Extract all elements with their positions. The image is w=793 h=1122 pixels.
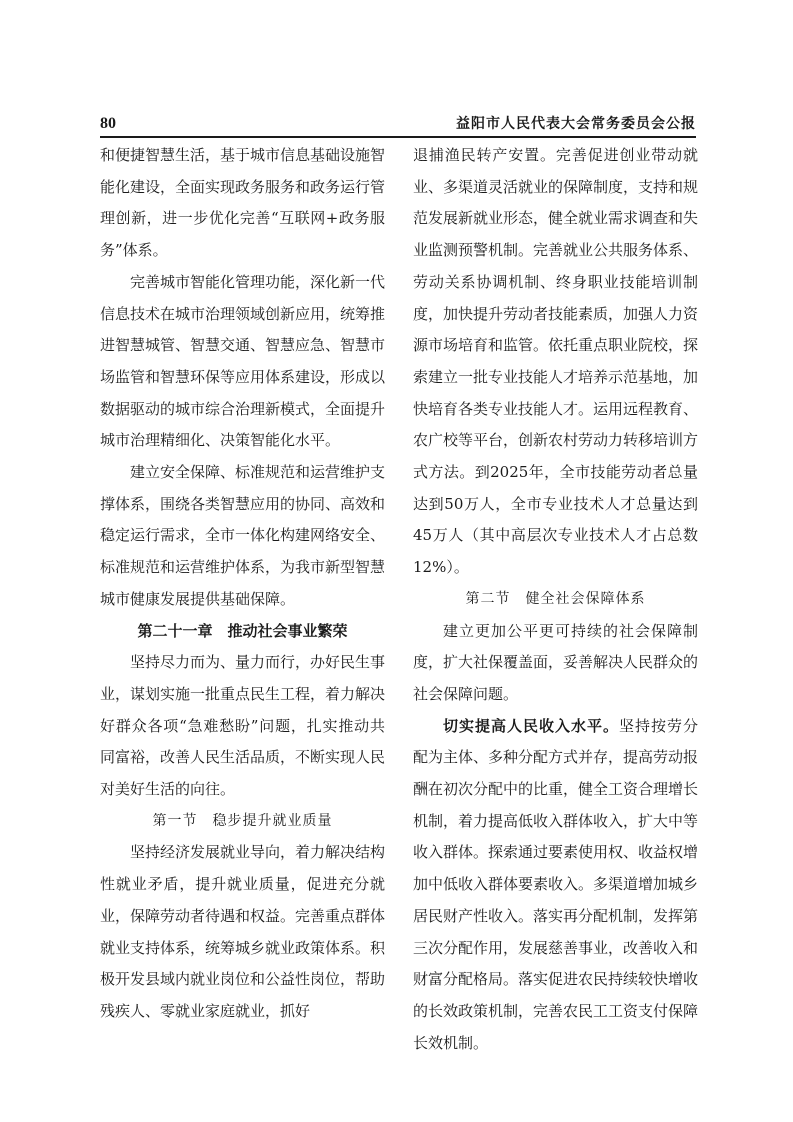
chapter-heading: 第二十一章 推动社会事业繁荣 — [137, 621, 348, 640]
paragraph-body-text: 坚持按劳分配为主体、多种分配方式并存，提高劳动报酬在初次分配中的比重，健全工资合理增长机制，着力提高低收入群体收入，扩大中等收入群体。探索通过要素使用权、收益权增加中低收入群体要素收入。多渠道增加城乡居民财产性收入。落实再分配机制，发挥第三次分配作用，发展慈善事业，改善收入和财富分配格局。落实促进农民持续较快增收的长效政策机制，完善农民工工资支付保障长效机制。 — [413, 716, 699, 1052]
paragraph: 退捕渔民转产安置。完善促进创业带动就业、多渠道灵活就业的保障制度，支持和规范发展新就业形态，健全就业需求调查和失业监测预警机制。完善就业公共服务体系、劳动关系协调机制、终身职业技能培训制度，加快提升劳动者技能素质，加强人力资源市场培育和监管。依托重点职业院校，探索建立一批专业技能人才培养示范基地，加快培育各类专业技能人才。运用远程教育、农广校等平台，创新农村劳动力转移培训方式方法。到2025年，全市技能劳动者总量达到50万人，全市专业技术人才总量达到45万人（其中高层次专业技术人才占总数12%）。 — [413, 146, 699, 577]
right-column — [413, 140, 698, 1059]
page-number: 80 — [100, 115, 116, 132]
paragraph: 坚持经济发展就业导向，着力解决结构性就业矛盾，提升就业质量，促进充分就业，保障劳动者待遇和权益。完善重点群体就业支持体系，统筹城乡就业政策体系。积极开发县域内就业岗位和公益性岗位，帮助残疾人、零就业家庭就业，抓好 — [100, 843, 386, 1020]
paragraph-lead-text: 切实提高人民收入水平。 — [443, 716, 619, 735]
paragraph: 建立更加公平更可持续的社会保障制度，扩大社保覆盖面，妥善解决人民群众的社会保障问题。 — [413, 621, 699, 703]
paragraph: 完善城市智能化管理功能，深化新一代信息技术在城市治理领域创新应用，统筹推进智慧城管、智慧交通、智慧应急、智慧市场监管和智慧环保等应用体系建设，形成以数据驱动的城市综合治理新模式，全面提升城市治理精细化、决策智能化水平。 — [100, 272, 386, 450]
journal-title: 益阳市人民代表大会常务委员会公报 — [456, 116, 696, 132]
section-heading: 第二节 健全社会保障体系 — [465, 590, 646, 607]
paragraph: 和便捷智慧生活，基于城市信息基础设施智能化建设，全面实现政务服务和政务运行管理创新，进一步优化完善“互联网+政务服务”体系。 — [100, 146, 386, 260]
left-column — [100, 140, 385, 1028]
paragraph: 建立安全保障、标准规范和运营维护支撑体系，围绕各类智慧应用的协同、高效和稳定运行需求，全市一体化构建网络安全、标准规范和运营维护体系，为我市新型智慧城市健康发展提供基础保障。 — [100, 463, 386, 608]
section-heading: 第一节 稳步提升就业质量 — [152, 812, 333, 829]
paragraph: 坚持尽力而为、量力而行，办好民生事业，谋划实施一批重点民生工程，着力解决好群众各项“急难愁盼”问题，扎实推动共同富裕，改善人民生活品质，不断实现人民对美好生活的向往。 — [100, 653, 386, 799]
page-header — [100, 112, 696, 138]
paragraph — [413, 711, 698, 1060]
